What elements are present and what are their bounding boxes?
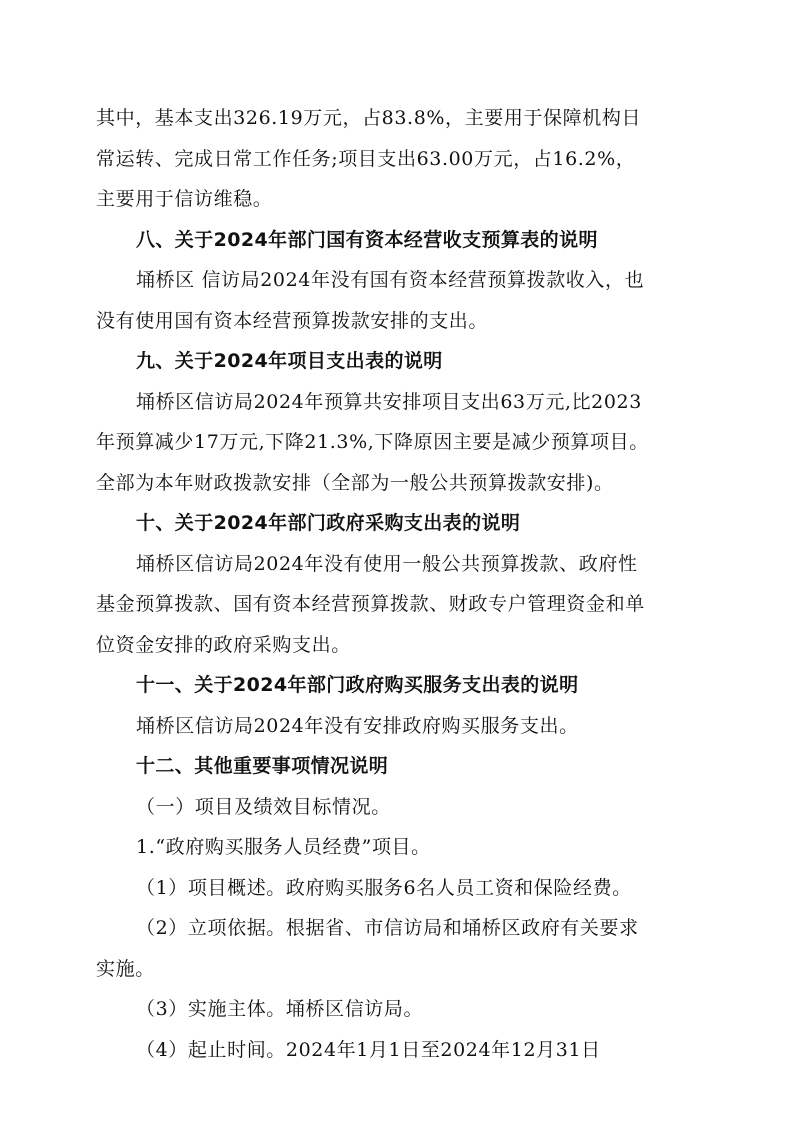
paragraph-line: 主要用于信访维稳。 bbox=[96, 188, 273, 210]
paragraph-line: 位资金安排的政府采购支出。 bbox=[96, 633, 351, 656]
section-heading: 八、关于2024年部门国有资本经营收支预算表的说明 bbox=[136, 228, 598, 251]
paragraph-line: 埇桥区信访局2024年没有安排政府购买服务支出。 bbox=[136, 714, 579, 737]
paragraph-line: 没有使用国有资本经营预算拨款安排的支出。 bbox=[96, 309, 489, 332]
document-body bbox=[96, 98, 696, 1070]
paragraph-line: 埇桥区 信访局2024年没有国有资本经营预算拨款收入，也 bbox=[136, 269, 645, 291]
paragraph-line: （3）实施主体。埇桥区信访局。 bbox=[136, 998, 424, 1020]
section-heading: 九、关于2024年项目支出表的说明 bbox=[136, 350, 443, 372]
section-heading: 十二、其他重要事项情况说明 bbox=[136, 755, 389, 777]
section-heading: 十、关于2024年部门政府采购支出表的说明 bbox=[136, 512, 521, 534]
section-heading: 十一、关于2024年部门政府购买服务支出表的说明 bbox=[136, 674, 579, 696]
paragraph-line: 其中，基本支出326.19万元，占83.8%，主要用于保障机构日 bbox=[96, 107, 642, 129]
paragraph-line: （1）项目概述。政府购买服务6名人员工资和保险经费。 bbox=[136, 876, 632, 899]
paragraph-line: 基金预算拨款、国有资本经营预算拨款、财政专户管理资金和单 bbox=[96, 593, 645, 615]
paragraph-line: 常运转、完成日常工作任务;项目支出63.00万元，占16.2%， bbox=[96, 147, 636, 170]
paragraph-line: 埇桥区信访局2024年预算共安排项目支出63万元,比2023 bbox=[136, 390, 642, 413]
paragraph-line: （一）项目及绩效目标情况。 bbox=[136, 795, 391, 818]
paragraph-line: 年预算减少17万元,下降21.3%,下降原因主要是减少预算项目。 bbox=[96, 431, 649, 453]
paragraph-line: （4）起止时间。2024年1月1日至2024年12月31日 bbox=[136, 1038, 601, 1061]
paragraph-line: （2）立项依据。根据省、市信访局和埇桥区政府有关要求 bbox=[136, 917, 639, 939]
paragraph-line: 1.“政府购买服务人员经费”项目。 bbox=[136, 836, 431, 858]
paragraph-line: 实施。 bbox=[96, 957, 155, 980]
paragraph-line: 全部为本年财政拨款安排（全部为一般公共预算拨款安排)。 bbox=[96, 471, 614, 494]
paragraph-line: 埇桥区信访局2024年没有使用一般公共预算拨款、政府性 bbox=[136, 552, 638, 575]
